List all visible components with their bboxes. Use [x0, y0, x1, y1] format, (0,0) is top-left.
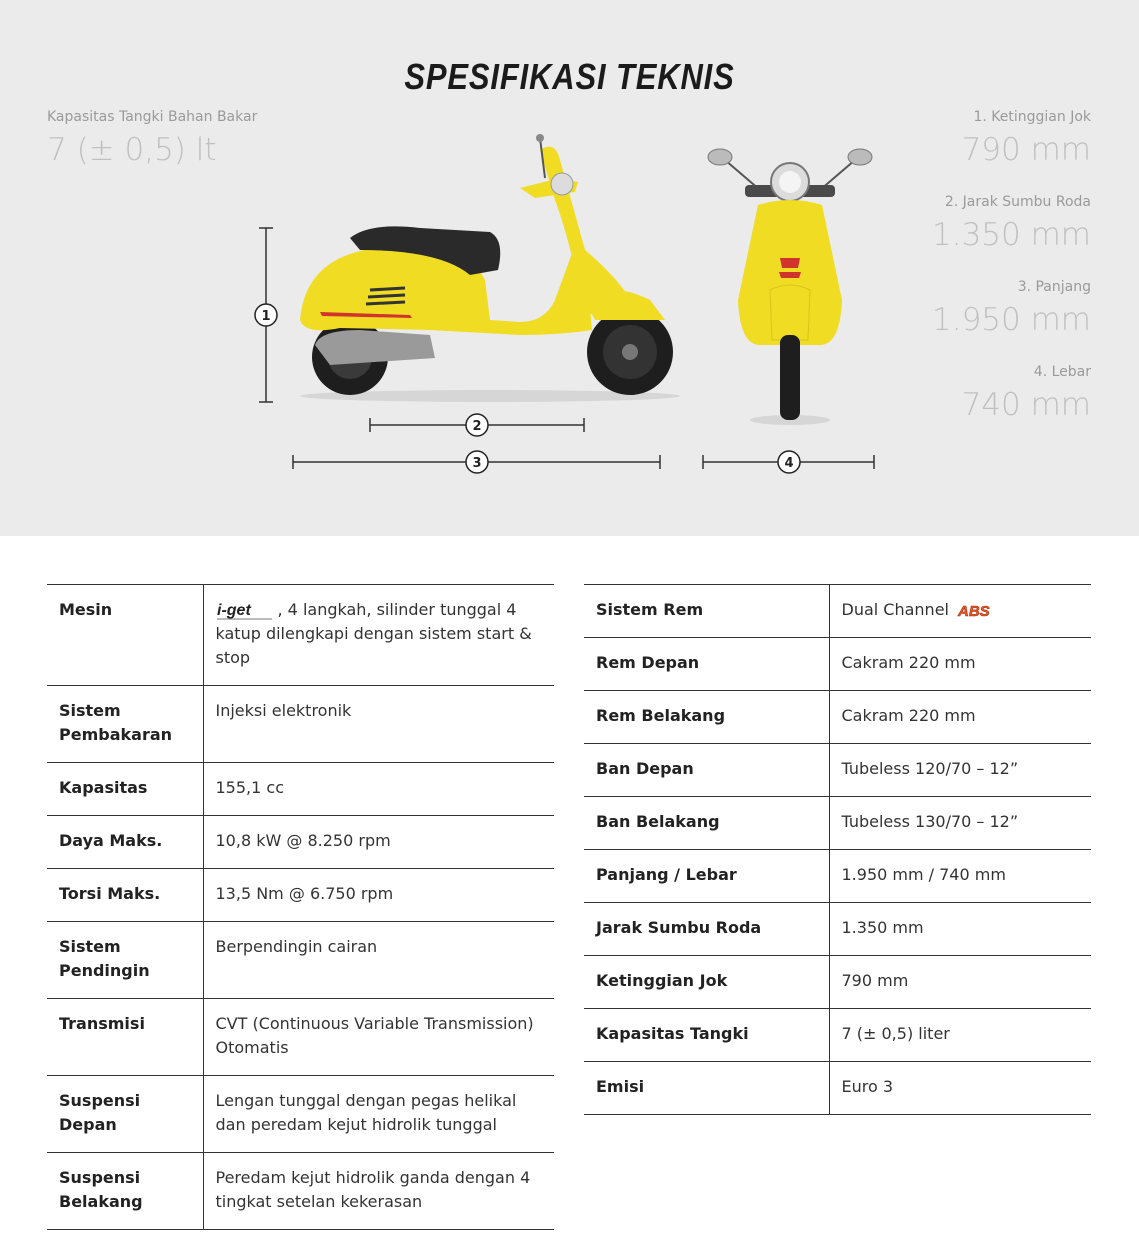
spec-row-mesin	[47, 585, 554, 686]
length-value: 1.950 mm	[932, 302, 1091, 338]
spec-value-text: Peredam kejut hidrolik ganda dengan 4 tingkat setelan kekerasan	[215, 1168, 531, 1211]
spec-value-text: Cakram 220 mm	[841, 653, 976, 672]
spec-key: Jarak Sumbu Roda	[584, 903, 829, 956]
spec-row-suspensi-belakang	[47, 1153, 554, 1230]
marker-4	[778, 451, 800, 473]
spec-key: Ban Belakang	[584, 797, 829, 850]
marker-3-label: 3	[472, 456, 482, 471]
tank-capacity-label: Kapasitas Tangki Bahan Bakar	[47, 109, 258, 125]
spec-row-kapasitas	[47, 763, 554, 816]
spec-value	[829, 691, 1091, 744]
spec-row-ketinggian-jok	[584, 956, 1091, 1009]
width-label: 4. Lebar	[1033, 364, 1091, 380]
spec-value-text: 7 (± 0,5) liter	[841, 1024, 950, 1043]
spec-key: Sistem Pendingin	[47, 922, 203, 999]
spec-value-text: 10,8 kW @ 8.250 rpm	[215, 831, 391, 850]
spec-key: Panjang / Lebar	[584, 850, 829, 903]
spec-key: Kapasitas	[47, 763, 203, 816]
spec-value	[203, 999, 554, 1076]
spec-value-text: Injeksi elektronik	[215, 701, 352, 720]
spec-key: Sistem Pembakaran	[47, 686, 203, 763]
spec-value-text: Dual Channel	[841, 600, 949, 619]
spec-row-sistem-pembakaran	[47, 686, 554, 763]
spec-value	[829, 585, 1091, 638]
spec-row-daya-maks	[47, 816, 554, 869]
spec-value-text: 1.950 mm / 740 mm	[841, 865, 1006, 884]
spec-row-sistem-pendingin	[47, 922, 554, 999]
spec-key: Ketinggian Jok	[584, 956, 829, 1009]
marker-1	[255, 304, 277, 326]
spec-value	[203, 869, 554, 922]
spec-value	[829, 903, 1091, 956]
spec-value-text: 155,1 cc	[215, 778, 284, 797]
wheelbase-label: 2. Jarak Sumbu Roda	[944, 194, 1091, 210]
spec-key: Ban Depan	[584, 744, 829, 797]
spec-table-chassis	[584, 584, 1091, 1115]
spec-value-text: Berpendingin cairan	[215, 937, 378, 956]
spec-value	[829, 1009, 1091, 1062]
spec-value	[203, 585, 554, 686]
spec-key: Rem Depan	[584, 638, 829, 691]
iget-logo-text: i-get	[216, 601, 251, 619]
spec-value	[203, 1076, 554, 1153]
seat-height-value: 790 mm	[961, 132, 1091, 168]
spec-value-text: Tubeless 120/70 – 12”	[841, 759, 1019, 778]
spec-row-ban-belakang	[584, 797, 1091, 850]
spec-row-panjang-lebar	[584, 850, 1091, 903]
abs-logo-text: ABS	[958, 602, 990, 620]
page-title: SPESIFIKASI TEKNIS	[404, 56, 735, 97]
spec-value-text: Tubeless 130/70 – 12”	[841, 812, 1019, 831]
marker-1-label: 1	[261, 309, 271, 324]
tank-capacity-value: 7 (± 0,5) lt	[47, 132, 217, 168]
spec-value-text: CVT (Continuous Variable Transmission) Otomatis	[215, 1014, 534, 1057]
width-value: 740 mm	[961, 387, 1091, 423]
spec-row-emisi	[584, 1062, 1091, 1115]
spec-value	[829, 956, 1091, 1009]
spec-key: Daya Maks.	[47, 816, 203, 869]
hero-section	[0, 0, 1139, 536]
scooter-dimension-diagram	[0, 0, 1139, 536]
spec-key: Torsi Maks.	[47, 869, 203, 922]
spec-value	[829, 638, 1091, 691]
iget-logo	[216, 600, 278, 622]
spec-value	[829, 744, 1091, 797]
scooter-front-view	[708, 149, 872, 425]
spec-value	[829, 797, 1091, 850]
spec-value-text: Lengan tunggal dengan pegas helikal dan peredam kejut hidrolik tunggal	[215, 1091, 517, 1134]
spec-row-ban-depan	[584, 744, 1091, 797]
marker-3	[466, 451, 488, 473]
spec-value	[203, 922, 554, 999]
spec-key: Rem Belakang	[584, 691, 829, 744]
spec-row-sistem-rem	[584, 585, 1091, 638]
spec-table-engine	[47, 584, 554, 1230]
spec-value	[203, 686, 554, 763]
spec-value-text: 1.350 mm	[841, 918, 924, 937]
abs-logo	[954, 601, 1016, 621]
spec-value-text: 13,5 Nm @ 6.750 rpm	[215, 884, 394, 903]
spec-value	[203, 1153, 554, 1230]
spec-value-text: 790 mm	[841, 971, 909, 990]
spec-row-torsi-maks	[47, 869, 554, 922]
spec-value	[203, 816, 554, 869]
spec-value-text: Cakram 220 mm	[841, 706, 976, 725]
spec-value	[203, 763, 554, 816]
marker-2	[466, 414, 488, 436]
scooter-side-view	[300, 134, 680, 402]
spec-key: Transmisi	[47, 999, 203, 1076]
spec-row-kapasitas-tangki	[584, 1009, 1091, 1062]
spec-value-text: Euro 3	[841, 1077, 894, 1096]
spec-key: Emisi	[584, 1062, 829, 1115]
length-label: 3. Panjang	[1017, 279, 1091, 295]
spec-row-transmisi	[47, 999, 554, 1076]
spec-row-rem-belakang	[584, 691, 1091, 744]
marker-2-label: 2	[472, 419, 482, 434]
spec-key: Sistem Rem	[584, 585, 829, 638]
marker-4-label: 4	[784, 456, 794, 471]
spec-key: Suspensi Depan	[47, 1076, 203, 1153]
spec-key: Suspensi Belakang	[47, 1153, 203, 1230]
spec-row-jarak-sumbu-roda	[584, 903, 1091, 956]
spec-value-text: , 4 langkah, silinder tunggal 4 katup dilengkapi dengan sistem start & stop	[215, 600, 532, 667]
spec-row-suspensi-depan	[47, 1076, 554, 1153]
wheelbase-value: 1.350 mm	[932, 217, 1091, 253]
spec-key: Mesin	[47, 585, 203, 686]
spec-value	[829, 1062, 1091, 1115]
spec-key: Kapasitas Tangki	[584, 1009, 829, 1062]
spec-row-rem-depan	[584, 638, 1091, 691]
seat-height-label: 1. Ketinggian Jok	[973, 109, 1091, 125]
spec-value	[829, 850, 1091, 903]
